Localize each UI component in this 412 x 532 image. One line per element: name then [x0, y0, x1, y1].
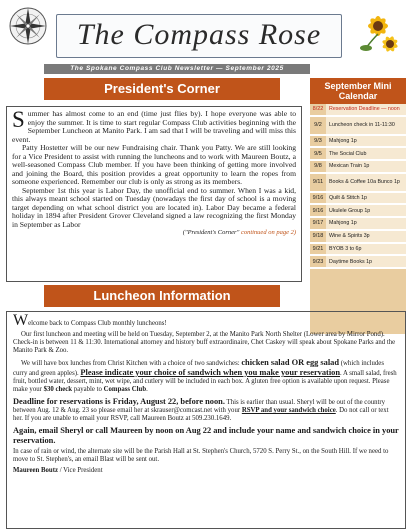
calendar-event: The Social Club — [326, 148, 406, 159]
deadline: Deadline for reservations is Friday, August 22, before noon. — [13, 397, 225, 406]
calendar-row — [310, 244, 406, 257]
calendar-date: 9/23 — [310, 256, 326, 267]
text-run: (which includes curry and green apples). — [13, 360, 384, 377]
calendar-date: 9/3 — [310, 136, 326, 147]
calendar-event: Mahjong 1p — [326, 218, 406, 229]
calendar-event: Books & Coffee 10a Bunco 1p — [326, 174, 406, 191]
newsletter-title: The Compass Rose — [76, 18, 322, 51]
calendar-event: BYOB 3 to 6p — [326, 244, 406, 255]
calendar-event: Daytime Books 1p — [326, 256, 406, 267]
text-run: . A small salad, fresh fruit, bottled water, dessert, mint, wet wipe, and cutlery will be included in each box. A gluten free option is available upon request. Please make your — [13, 370, 397, 393]
masthead — [6, 4, 406, 66]
compass-rose-icon — [8, 6, 48, 46]
mini-calendar-title: September Mini Calendar — [310, 78, 406, 104]
calendar-event: Ukulele Group 1p — [326, 205, 406, 216]
reminder: Again, email Sheryl or call Maureen by noon on Aug 22 and include your name and sandwich choice in your reservation. — [13, 426, 399, 445]
sandwich-instruction: Please indicate your choice of sandwich when you make your reservation — [80, 368, 340, 377]
mini-calendar — [310, 78, 406, 334]
calendar-event: Mexican Train 1p — [326, 161, 406, 172]
calendar-event: Reservation Deadline — noon — [326, 104, 406, 115]
calendar-date: 9/8 — [310, 161, 326, 172]
luncheon-paragraph: Our first luncheon and meeting will be held on Tuesday, September 2, at the Manito Park North Shelter (Lower area by Mirror Pond). Check-in is between 11 & 11:30. International attorney and history buff extraordinaire, Chet Caskey will speak about Spokane Parks and the Manito Park & Zoo. — [13, 331, 396, 354]
calendar-row — [310, 218, 406, 231]
calendar-date: 9/17 — [310, 218, 326, 229]
text-run: This is earlier than usual. Sheryl will be out of the country between Aug. 12 & Aug. 23 so please email her at skrauser@comcast.net with your — [13, 399, 386, 414]
article-paragraph: ummer has almost come to an end (time just flies by). I hope everyone was able to enjoy the summer. It is time to start regular Compass Club activities beginning with the September Luncheon at Manito Park. I am sad that I will be traveling and will miss this event. — [12, 109, 296, 144]
continued-label: ("President's Corner" — [182, 229, 240, 236]
drop-cap: S — [12, 107, 25, 132]
calendar-date: 9/18 — [310, 231, 326, 242]
calendar-row — [310, 148, 406, 161]
sunflower-icon — [352, 8, 404, 60]
calendar-date: 9/21 — [310, 244, 326, 255]
calendar-date: 8/22 — [310, 104, 326, 115]
calendar-row — [310, 104, 406, 117]
calendar-row — [310, 117, 406, 136]
luncheon-paragraph: In case of rain or wind, the alternate site will be the Parish Hall at St. Stephen's Church, 5720 S. Perry St., on the South Hill. If we need to move to St. Stephen's, an email Blast will be sent out. — [13, 448, 389, 463]
calendar-date: 9/11 — [310, 174, 326, 191]
text-run: . Do not call or text her. If you are unable to email your RSVP, call Maureen Boutz at 509.230.1649. — [13, 407, 389, 422]
calendar-event: Mahjong 1p — [326, 136, 406, 147]
welcome-line — [13, 312, 399, 329]
drop-cap: W — [13, 312, 29, 329]
calendar-date: 9/16 — [310, 205, 326, 216]
signature-role: / Vice President — [58, 467, 103, 474]
article-paragraph: Patty Hostetter will be our new Fundraising chair. Thank you Patty. We are still looking for a Vice President to assist with running the luncheons and to work with Maureen Boutz, a well-seasoned Compass Club member. If you have been thinking of getting more involved and joining the Board, this position provides a great opportunity to learn the ropes from someone experienced. Remember our club is only as strong as its members. — [12, 143, 296, 186]
calendar-date: 9/5 — [310, 148, 326, 159]
text-run: We will have box lunches from Christ Kitchen with a choice of two sandwiches: — [21, 360, 242, 367]
continued-page-link[interactable]: continued on page 2) — [239, 229, 296, 236]
calendar-row — [310, 231, 406, 244]
presidents-corner-heading: President's Corner — [44, 78, 280, 100]
calendar-event: Quilt & Stitch 1p — [326, 193, 406, 204]
rsvp-instruction: RSVP and your sandwich choice — [241, 407, 336, 414]
signature — [13, 467, 399, 475]
payee: Compass Club — [103, 386, 147, 393]
luncheon-heading: Luncheon Information — [44, 285, 280, 307]
calendar-row — [310, 205, 406, 218]
continued-note — [12, 229, 296, 238]
calendar-event: Wine & Spirits 3p — [326, 231, 406, 242]
welcome-text: elcome back to Compass Club monthly luncheons! — [28, 320, 167, 327]
luncheon-article — [6, 311, 406, 529]
newsletter-bar: The Spokane Compass Club Newsletter — September 2025 — [44, 64, 310, 74]
calendar-row — [310, 256, 406, 269]
calendar-row — [310, 174, 406, 193]
luncheon-paragraph — [13, 397, 399, 423]
presidents-corner-article — [6, 106, 302, 282]
calendar-date: 9/2 — [310, 117, 326, 134]
text-run: payable to — [72, 386, 104, 393]
calendar-date: 9/16 — [310, 193, 326, 204]
title-frame — [56, 14, 342, 58]
sandwich-choices: chicken salad OR egg salad — [241, 358, 340, 367]
calendar-row — [310, 193, 406, 206]
calendar-row — [310, 136, 406, 149]
calendar-row — [310, 161, 406, 174]
signature-name: Maureen Boutz — [13, 467, 58, 474]
calendar-event: Luncheon check in 11-11:30 — [326, 117, 406, 134]
luncheon-paragraph — [13, 358, 399, 394]
price: $30 check — [43, 386, 73, 393]
article-paragraph: September 1st this year is Labor Day, the unofficial end to summer. When I was a kid, this always meant school started on Tuesday (nowadays the first day of school is a moving target depending on what school district you are located in). Labor Day became a federal holiday in 1894 after President Grover Cleveland signed a law recognizing the first Monday in September as Labor — [12, 185, 296, 229]
text-run: . — [146, 386, 148, 393]
